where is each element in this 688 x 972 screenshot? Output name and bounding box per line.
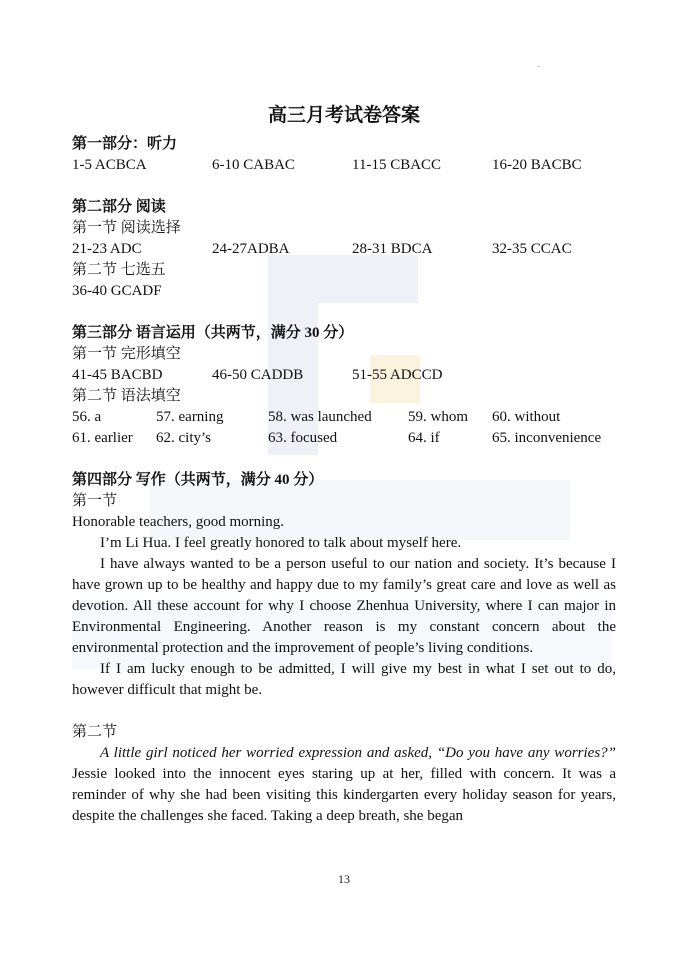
part1-heading: 第一部分：听力 xyxy=(72,136,178,152)
page-title: 高三月考试卷答案 xyxy=(267,105,420,126)
grammar-cell: 56. a xyxy=(72,409,102,425)
grammar-cell: 57. earning xyxy=(156,409,224,425)
part3-section1-label: 第一节 完形填空 xyxy=(72,346,181,362)
answer-cell: 6-10 CABAC xyxy=(212,157,295,173)
answer-cell: 21-23 ADC xyxy=(72,241,142,257)
answer-cell: 11-15 CBACC xyxy=(352,157,442,173)
part4-heading: 第四部分 写作（共两节，满分 40 分） xyxy=(72,472,324,488)
answer-cell: 41-45 BACBD xyxy=(72,367,163,383)
grammar-row-1 xyxy=(72,407,616,428)
grammar-cell: 58. was launched xyxy=(268,409,372,425)
grammar-cell: 61. earlier xyxy=(72,430,133,446)
part4-section2-label: 第二节 xyxy=(72,724,118,740)
essay-greeting: Honorable teachers, good morning. xyxy=(72,514,285,530)
grammar-cell: 62. city’s xyxy=(156,430,211,446)
story-text: Jessie looked into the innocent eyes staring up at her, filled with concern. It was a reminder of why she had been visiting this kindergarten every holiday season for years, despite the challenges she faced. Taking a deep breath, she began xyxy=(72,766,616,824)
grammar-cell: 65. inconvenience xyxy=(492,430,602,446)
part3-answer-row xyxy=(72,365,616,386)
essay-paragraph: I’m Li Hua. I feel greatly honored to talk about myself here. xyxy=(100,535,462,551)
answer-cell: 24-27ADBA xyxy=(212,241,290,257)
answer-cell: 46-50 CADDB xyxy=(212,367,304,383)
essay-paragraph: If I am lucky enough to be admitted, I will give my best in what I set out to do, however difficult that might be. xyxy=(72,661,616,698)
grammar-row-2 xyxy=(72,428,616,449)
page-number: 13 xyxy=(338,872,350,886)
grammar-cell: 59. whom xyxy=(408,409,468,425)
part1-answer-row xyxy=(72,155,616,176)
answer-cell: 16-20 BACBC xyxy=(492,157,582,173)
part3-section2-label: 第二节 语法填空 xyxy=(72,388,181,404)
story-italic-text: A little girl noticed her worried expression and asked, “Do you have any worries?” xyxy=(100,745,616,761)
part4-section1-label: 第一节 xyxy=(72,493,118,509)
grammar-cell: 64. if xyxy=(408,430,440,446)
grammar-cell: 60. without xyxy=(492,409,561,425)
header-mark: . xyxy=(538,60,540,69)
story-paragraph xyxy=(72,743,616,827)
part2-answer-row xyxy=(72,239,616,260)
answer-cell: 28-31 BDCA xyxy=(352,241,433,257)
grammar-cell: 63. focused xyxy=(268,430,338,446)
part2-section2-answer: 36-40 GCADF xyxy=(72,283,162,299)
answer-cell: 51-55 ADCCD xyxy=(352,367,443,383)
content xyxy=(72,100,616,827)
essay-paragraph: I have always wanted to be a person useful to our nation and society. It’s because I have grown up to be healthy and happy due to my family’s great care and love as well as devotion. All these account for why I choose Zhenhua University, where I can major in Environmental Engineering. Another reason is my constant concern about the environmental protection and the improvement of people’s living conditions. xyxy=(72,556,616,656)
part2-section2-label: 第二节 七选五 xyxy=(72,262,166,278)
part2-heading: 第二部分 阅读 xyxy=(72,199,166,215)
part2-section1-label: 第一节 阅读选择 xyxy=(72,220,181,236)
part3-heading: 第三部分 语言运用（共两节，满分 30 分） xyxy=(72,325,354,341)
answer-cell: 32-35 CCAC xyxy=(492,241,572,257)
answer-cell: 1-5 ACBCA xyxy=(72,157,147,173)
